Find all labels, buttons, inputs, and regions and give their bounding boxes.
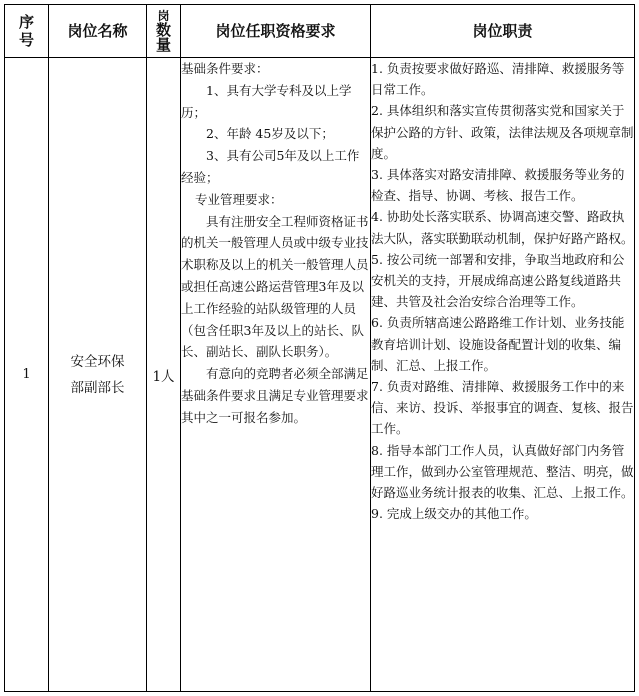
header-count bbox=[147, 5, 181, 58]
header-count-line: 数 bbox=[155, 21, 171, 39]
header-count-line: 量 bbox=[155, 36, 171, 54]
header-requirements: 岗位任职资格要求 bbox=[181, 5, 371, 58]
professional-requirements-text: 具有注册安全工程师资格证书的机关一般管理人员或中级专业技术职称及以上的机关一般管理人员或担任高速公路运营管理3年及以上工作经验的站队级管理的人员（包含任职3年及以上的站长、队长、副站长、副队长职务）。 bbox=[181, 213, 369, 360]
job-requirements-table bbox=[4, 4, 635, 692]
row-requirements bbox=[181, 58, 371, 692]
row-position bbox=[49, 58, 147, 692]
header-duties: 岗位职责 bbox=[371, 5, 635, 58]
position-line: 安全环保 bbox=[70, 353, 125, 370]
duty-item: 7. 负责对路维、清排障、救援服务工作中的来信、来访、投诉、举报事宜的调查、复核、报告工作。 bbox=[371, 379, 634, 437]
header-index-line: 号 bbox=[18, 31, 34, 49]
row-duties bbox=[371, 58, 635, 692]
header-index bbox=[5, 5, 49, 58]
position-line: 部副部长 bbox=[70, 379, 125, 396]
duty-item: 5. 按公司统一部署和安排，争取当地政府和公安机关的支持，开展成绵高速公路复线道路共建、共管及社会治安综合治理等工作。 bbox=[371, 251, 625, 310]
duty-item: 9. 完成上级交办的其他工作。 bbox=[371, 506, 537, 522]
duty-item: 3. 具体落实对路安清排障、救援服务等业务的检查、指导、协调、考核、报告工作。 bbox=[371, 167, 625, 204]
duty-item: 4. 协助处长落实联系、协调高速交警、路政执法大队，落实联勤联动机制，保护好路产路权。 bbox=[371, 209, 634, 246]
duty-item: 1. 负责按要求做好路巡、清排障、救援服务等日常工作。 bbox=[371, 61, 625, 98]
table-row bbox=[5, 58, 635, 692]
application-note: 有意向的竞聘者必须全部满足基础条件要求且满足专业管理要求其中之一可报名参加。 bbox=[181, 366, 369, 425]
row-index: 1 bbox=[5, 58, 49, 692]
professional-requirements-title: 专业管理要求： bbox=[195, 191, 283, 207]
basic-requirement-item: 3、具有公司5年及以上工作经验； bbox=[181, 148, 360, 185]
duty-item: 8. 指导本部门工作人员，认真做好部门内务管理工作，做到办公室管理规范、整洁、明亮，做好路巡业务统计报表的收集、汇总、上报工作。 bbox=[371, 442, 634, 501]
header-count-line: 岗 bbox=[157, 9, 170, 23]
header-row bbox=[5, 5, 635, 58]
basic-requirement-item: 1、具有大学专科及以上学历； bbox=[181, 82, 352, 120]
header-index-line: 序 bbox=[18, 13, 34, 31]
row-count: 1人 bbox=[147, 58, 181, 692]
duty-item: 6. 负责所辖高速公路路维工作计划、业务技能教育培训计划、设施设备配置计划的收集、编制、汇总、上报工作。 bbox=[371, 315, 625, 373]
header-position: 岗位名称 bbox=[49, 5, 147, 58]
basic-requirements-title: 基础条件要求： bbox=[181, 61, 269, 76]
duty-item: 2. 具体组织和落实宣传贯彻落实党和国家关于保护公路的方针、政策，法律法规及各项规章制度。 bbox=[371, 103, 634, 161]
basic-requirement-item: 2、年龄 45岁及以下； bbox=[206, 126, 334, 142]
